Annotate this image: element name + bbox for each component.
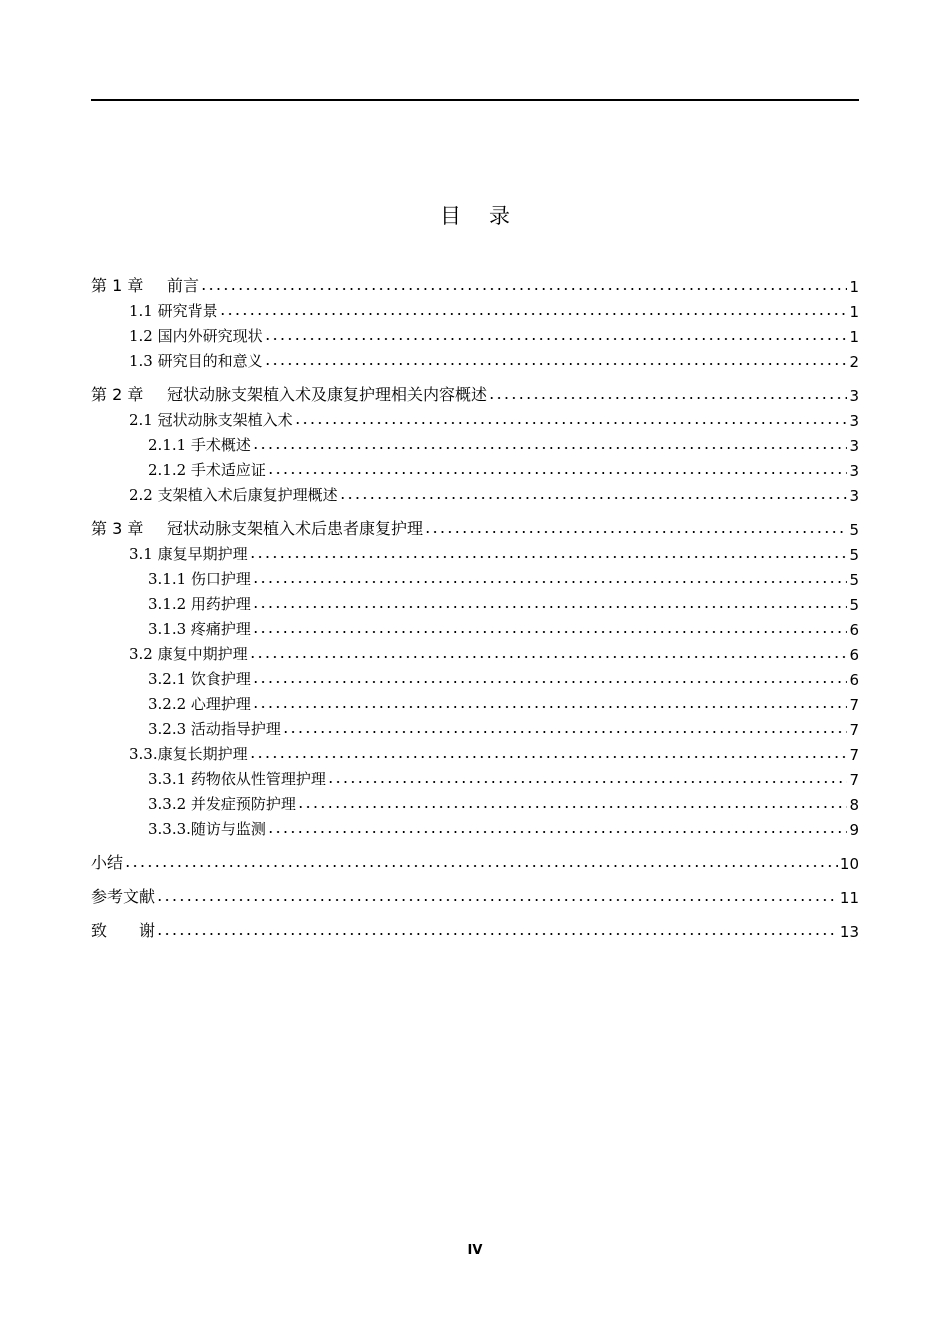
- toc-page-number: 5: [849, 596, 859, 614]
- toc-entry-label: 3.1.2 用药护理: [148, 595, 251, 613]
- toc-entry-label: 2.1.1 手术概述: [148, 436, 251, 454]
- toc-entry-label: 3.3.康复长期护理: [129, 745, 248, 763]
- toc-page-number: 5: [849, 546, 859, 564]
- toc-page-number: 7: [849, 696, 859, 714]
- toc-entry-2-1-1[interactable]: [148, 431, 859, 455]
- toc-page-number: 3: [849, 437, 859, 455]
- toc-page-number: 5: [849, 521, 859, 539]
- toc-entry-label: 3.2 康复中期护理: [129, 645, 248, 663]
- toc-entry-label: 3.1 康复早期护理: [129, 545, 248, 563]
- toc-page-number: 11: [839, 889, 859, 907]
- toc-page-number: 1: [849, 303, 859, 321]
- toc-entry-2-1-2[interactable]: [148, 456, 859, 480]
- header-rule: [91, 99, 859, 101]
- toc-entry-label: 参考文献: [91, 887, 156, 906]
- toc-dot-leader: [267, 830, 848, 834]
- toc-entry-label: 2.1 冠状动脉支架植入术: [129, 411, 293, 429]
- toc-chapter-number: 第 2 章: [91, 385, 144, 404]
- toc-page-number: 6: [849, 671, 859, 689]
- toc-entry-3-1-3[interactable]: [148, 615, 859, 639]
- toc-entry-label: 2.1.2 手术适应证: [148, 461, 266, 479]
- toc-entry-3-2-1[interactable]: [148, 665, 859, 689]
- toc-entry-label: 前言: [167, 276, 200, 295]
- toc-page-number: 8: [849, 796, 859, 814]
- toc-entry-label: 3.2.3 活动指导护理: [148, 720, 281, 738]
- toc-entry-label: 3.3.1 药物依从性管理护理: [148, 770, 326, 788]
- toc-entry-summary[interactable]: [91, 849, 859, 873]
- toc-entry-references[interactable]: [91, 883, 859, 907]
- toc-page-number: 2: [849, 353, 859, 371]
- toc-title-part2: 录: [489, 204, 510, 228]
- toc-entry-3-2[interactable]: [129, 640, 859, 664]
- toc-dot-leader: [424, 530, 847, 534]
- toc-dot-leader: [219, 312, 848, 316]
- toc-page-number: 3: [849, 487, 859, 505]
- toc-page-number: 7: [849, 771, 859, 789]
- toc-entry-label: 冠状动脉支架植入术后患者康复护理: [167, 519, 424, 538]
- toc-dot-leader: [294, 421, 848, 425]
- toc-page-number: 5: [849, 571, 859, 589]
- toc-dot-leader: [327, 780, 848, 784]
- toc-dot-leader: [252, 630, 848, 634]
- toc-entry-label: 3.3.2 并发症预防护理: [148, 795, 296, 813]
- toc-entry-label: 1.2 国内外研究现状: [129, 327, 263, 345]
- toc-entry-chapter-3[interactable]: [91, 515, 859, 539]
- toc-chapter-number: 第 1 章: [91, 276, 144, 295]
- toc-entry-3-1-1[interactable]: [148, 565, 859, 589]
- toc-dot-leader: [267, 471, 848, 475]
- toc-entry-1-2[interactable]: [129, 322, 859, 346]
- toc-page-number: 13: [839, 923, 859, 941]
- toc-entry-3-1[interactable]: [129, 540, 859, 564]
- toc-entry-3-3-1[interactable]: [148, 765, 859, 789]
- toc-dot-leader: [282, 730, 848, 734]
- toc-dot-leader: [252, 580, 848, 584]
- page-number-footer: IV: [467, 1243, 483, 1258]
- toc-entry-1-3[interactable]: [129, 347, 859, 371]
- toc-entry-chapter-2[interactable]: [91, 381, 859, 405]
- toc-entry-acknowledgements[interactable]: [91, 917, 859, 941]
- toc-entry-3-3-3[interactable]: [148, 815, 859, 839]
- toc-dot-leader: [249, 755, 848, 759]
- toc-dot-leader: [252, 680, 848, 684]
- toc-entry-label: 1.1 研究背景: [129, 302, 218, 320]
- toc-chapter-number: 第 3 章: [91, 519, 144, 538]
- toc-entry-2-2[interactable]: [129, 481, 859, 505]
- toc-entry-3-3[interactable]: [129, 740, 859, 764]
- toc-dot-leader: [156, 898, 838, 902]
- toc-entry-2-1[interactable]: [129, 406, 859, 430]
- toc-dot-leader: [252, 605, 848, 609]
- toc-title-part1: 目: [440, 204, 461, 228]
- toc-entry-1-1[interactable]: [129, 297, 859, 321]
- toc-title: [0, 200, 950, 230]
- toc-entry-3-3-2[interactable]: [148, 790, 859, 814]
- toc-entry-label: 2.2 支架植入术后康复护理概述: [129, 486, 338, 504]
- toc-entry-label: 致 谢: [91, 921, 156, 940]
- toc-entry-label: 3.1.3 疼痛护理: [148, 620, 251, 638]
- toc-page-number: 3: [849, 412, 859, 430]
- toc-page-number: 1: [849, 278, 859, 296]
- toc-page-number: 3: [849, 387, 859, 405]
- toc-entry-label: 1.3 研究目的和意义: [129, 352, 263, 370]
- toc-page-number: 10: [839, 855, 859, 873]
- toc-dot-leader: [124, 864, 838, 868]
- toc-dot-leader: [264, 337, 848, 341]
- toc-entry-label: 3.2.2 心理护理: [148, 695, 251, 713]
- toc-page-number: 7: [849, 746, 859, 764]
- toc-page-number: 6: [849, 621, 859, 639]
- toc-page-number: 6: [849, 646, 859, 664]
- toc-dot-leader: [252, 446, 848, 450]
- toc-dot-leader: [488, 396, 847, 400]
- toc-page-number: 7: [849, 721, 859, 739]
- toc-entry-label: 冠状动脉支架植入术及康复护理相关内容概述: [167, 385, 488, 404]
- toc-entry-3-2-2[interactable]: [148, 690, 859, 714]
- toc-dot-leader: [339, 496, 848, 500]
- toc-dot-leader: [200, 287, 847, 291]
- toc-page-number: 1: [849, 328, 859, 346]
- toc-entry-chapter-1[interactable]: [91, 272, 859, 296]
- toc-entry-label: 3.2.1 饮食护理: [148, 670, 251, 688]
- toc-entry-label: 小结: [91, 853, 124, 872]
- toc-page-number: 9: [849, 821, 859, 839]
- toc-dot-leader: [249, 655, 848, 659]
- toc-dot-leader: [156, 932, 838, 936]
- toc-page-number: 3: [849, 462, 859, 480]
- toc-dot-leader: [252, 705, 848, 709]
- toc-dot-leader: [297, 805, 848, 809]
- toc-entry-label: 3.3.3.随访与监测: [148, 820, 266, 838]
- toc-entry-3-2-3[interactable]: [148, 715, 859, 739]
- toc-entry-3-1-2[interactable]: [148, 590, 859, 614]
- toc-dot-leader: [249, 555, 848, 559]
- toc-dot-leader: [264, 362, 848, 366]
- toc-entry-label: 3.1.1 伤口护理: [148, 570, 251, 588]
